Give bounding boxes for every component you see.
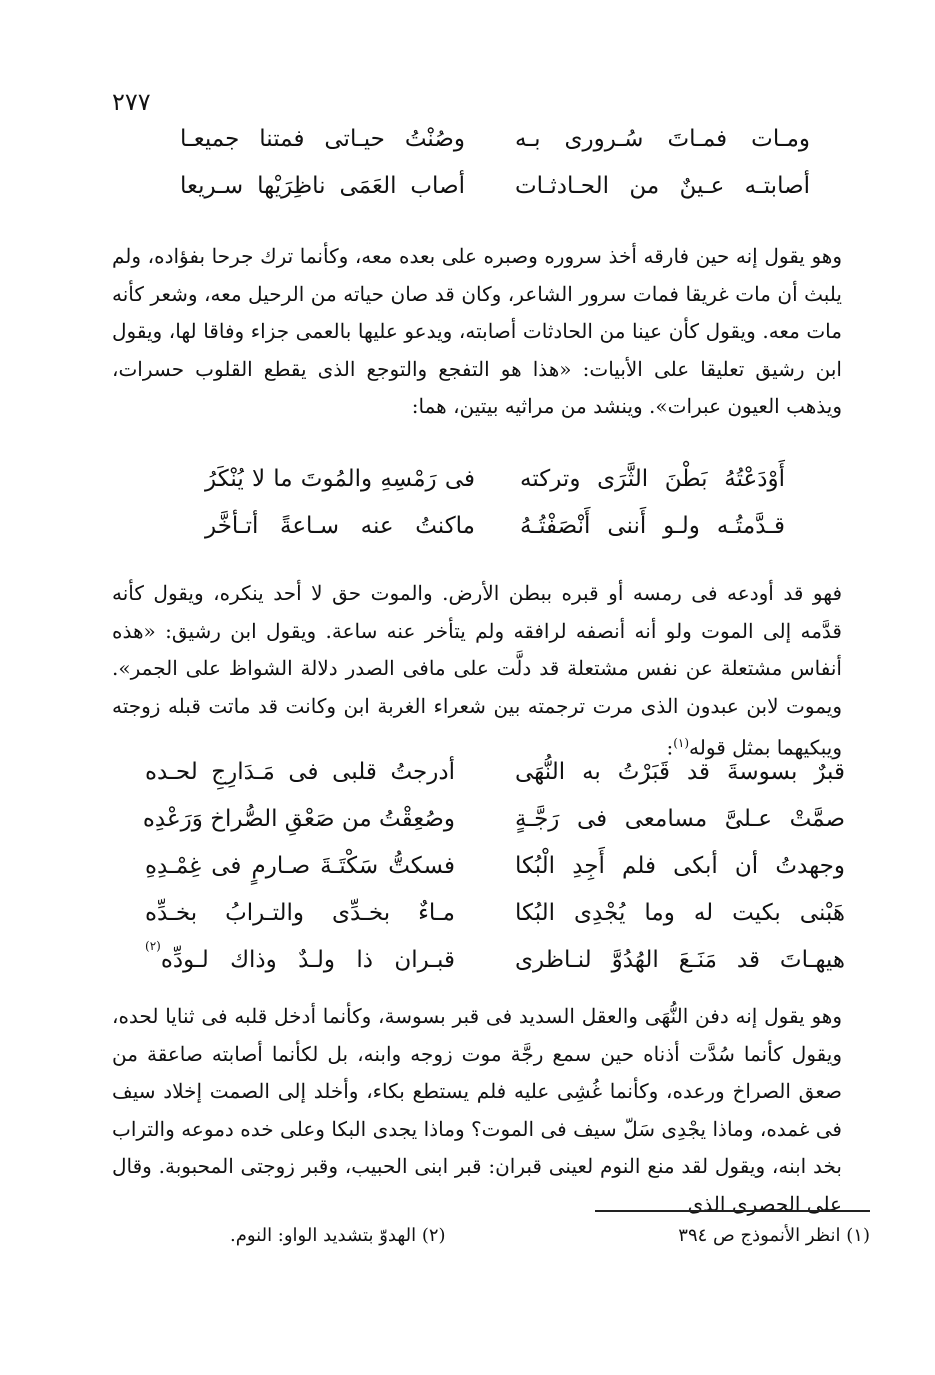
footnote-2: (٢) الهدوّ بتشديد الواو: النوم. xyxy=(230,1225,446,1246)
verse-hemistich-first: أصابتـه عـينٌ من الحـادثـات xyxy=(515,172,810,199)
footnote-divider xyxy=(595,1210,870,1212)
page-number: ٢٧٧ xyxy=(112,88,151,116)
verse-line xyxy=(145,936,845,983)
verse-hemistich-first: قـدَّمتُـه ولـو أَننى أَنْصَفْتُـهُ xyxy=(520,512,785,539)
verse-hemistich-second: فى رَمْسِهِ والمُوتَ ما لا يُنْكَرُ xyxy=(205,465,475,492)
verse-hemistich-second: أدرجتُ قلبى فى مَـدَارِجِ لحـده xyxy=(145,758,455,785)
verse-hemistich-first: وجهدتُ أن أبكى فلم أَجِدِ الْبُكا xyxy=(515,852,845,879)
paragraph-end: : xyxy=(666,735,674,760)
verse-hemistich-second: وصُنْتُ حيـاتى فمتنا جميعـا xyxy=(180,125,465,152)
footnote-ref: (٢) xyxy=(145,938,161,953)
verse-line xyxy=(145,889,845,936)
paragraph-3 xyxy=(112,998,842,1223)
paragraph-text: وهو يقول إنه حين فارقه أخذ سروره وصبره على بعده معه، وكأنما ترك جرحا بفؤاده، ولم يلبث أن مات غريقا فمات سرور الشاعر، وكان قد صان حياته من الرحيل معه، وشعر كأنه مات معه. ويقول كأن عينا من الحادثات أصابته، ويدعو عليها بالعمى جزاء وفاقا لها، ويقول ابن رشيق تعليقا على الأبيات: «هذا هو التفجع والتوجع الذى يقطع القلوب حسرات، ويذهب العيون عبرات». وينشد من مراثيه بيتين، هما: xyxy=(112,244,842,418)
verse-line xyxy=(142,795,845,842)
verse-hemistich-second: وصُعِقْتُ من صَعْقِ الصُّراخ وَرَعْدِه xyxy=(142,805,455,832)
footnote-ref: (١) xyxy=(673,736,690,750)
verse-line xyxy=(205,502,785,549)
verse-hemistich-second: قبـران ذا ولـدٌ وذاك لـودِّه xyxy=(160,946,455,973)
paragraph-text xyxy=(112,575,842,767)
verse-hemistich-second: مـاءٌ بخـدِّى والتـرابُ بخـدِّه xyxy=(145,899,455,926)
verse-hemistich-second: ماكنتُ عنه سـاعةً أتـأخَّر xyxy=(205,512,475,539)
paragraph-2 xyxy=(112,575,842,767)
poem-2 xyxy=(205,455,785,549)
paragraph-text: وهو يقول إنه دفن النُّهَى والعقل السديد فى قبر بسوسة، وكأنما أدخل قلبه فى ثنايا لحده، ويقول كأنما سُدَّت أذناه حين سمع رجَّة موت زوجه وابنه، بل لكأنما أصابته صاعقة من صعق الصراخ ورعده، وكأنما غُشِى عليه فلم يستطع بكاء، وأخلد إلى الصمت إخلاد سيف فى غمده، وماذا يجْدِى سَلّ سيف فى الموت؟ وماذا يجدى البكا وعلى خده دموعه والتراب بخد ابنه، ويقول لقد منع النوم لعينى قبران: قبر ابنى الحبيب، وقبر زوجتى المحبوبة. وقال على الحصرى الذى xyxy=(112,1004,842,1216)
verse-line xyxy=(145,842,845,889)
verse-line xyxy=(205,455,785,502)
verse-hemistich-second: أصاب العَمَى ناظِرَيْها سـريعا xyxy=(180,172,465,199)
verse-hemistich-first: صمَّتْ عـلىَّ مسامعى فى رَجَّـةٍ xyxy=(515,805,845,832)
poem-1 xyxy=(180,115,810,209)
verse-hemistich-second: فسكتُّ سَكْتَـةَ صـارمٍ فى غِمْـدِهِ xyxy=(145,852,455,879)
poem-3 xyxy=(142,748,845,983)
verse-line xyxy=(180,162,810,209)
verse-hemistich-first: ومـات فمـاتَ سُـرورى بـه xyxy=(515,125,810,152)
verse-line xyxy=(180,115,810,162)
footnotes xyxy=(230,1225,870,1246)
footnote-1: (١) انظر الأنموذج ص ٣٩٤ xyxy=(678,1225,870,1246)
verse-hemistich-first: هَبْنى بكيت له وما يُجْدِى البُكا xyxy=(515,899,845,926)
verse-line xyxy=(145,748,845,795)
verse-hemistich-first: قبرٌ بسوسةَ قد قَبَرْتُ به النُّهَى xyxy=(515,758,845,785)
paragraph-body: فهو قد أودعه فى رمسه أو قبره ببطن الأرض. والموت حق لا أحد ينكره، ويقول كأنه قدَّمه إلى الموت ولو أنه أنصفه لرافقه ولم يتأخر عنه ساعة. ويقول ابن رشيق: «هذه أنفاس مشتعلة عن نفس مشتعلة قد دلَّت على مافى الصدر دلالة الشواظ على الجمر». ويموت لابن عبدون الذى مرت ترجمته بين شعراء الغربة ابن وكانت قد ماتت قبله زوجته ويبكيهما بمثل قوله xyxy=(112,581,842,760)
paragraph-1 xyxy=(112,238,842,426)
verse-hemistich-second-wrap xyxy=(145,938,455,973)
verse-hemistich-first: هيهـاتَ قد مَنَـعَ الهُدُوَّ لنـاظرى xyxy=(515,946,845,973)
verse-hemistich-first: أَوْدَعْتُهُ بَطْنَ الثَّرَى وتركته xyxy=(520,465,785,492)
